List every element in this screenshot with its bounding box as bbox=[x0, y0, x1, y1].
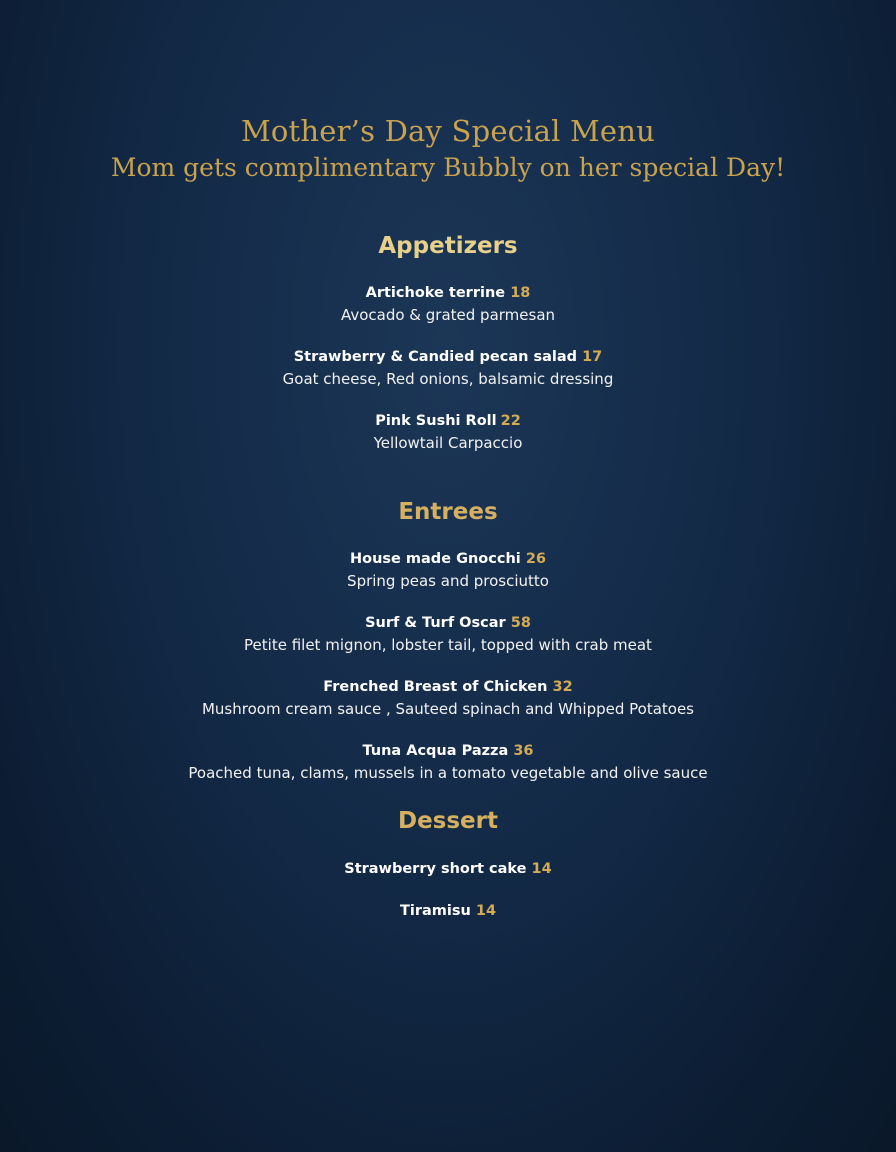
item-price: 22 bbox=[500, 413, 521, 429]
section-heading-entrees: Entrees bbox=[398, 499, 498, 525]
item-title: Artichoke terrine bbox=[365, 285, 506, 301]
menu-title: Mother’s Day Special Menu bbox=[240, 114, 656, 148]
menu-item-name bbox=[0, 551, 896, 567]
item-price: 58 bbox=[510, 615, 531, 631]
item-title: Strawberry short cake bbox=[344, 861, 527, 877]
item-title: Frenched Breast of Chicken bbox=[323, 679, 548, 695]
item-price: 18 bbox=[510, 285, 531, 301]
menu-subtitle: Mom gets complimentary Bubbly on her special Day! bbox=[110, 153, 786, 182]
item-title: House made Gnocchi bbox=[349, 551, 521, 567]
menu-item-description: Avocado & grated parmesan bbox=[340, 306, 556, 324]
menu-item-name bbox=[0, 413, 896, 429]
item-price: 14 bbox=[531, 861, 552, 877]
menu-item-name bbox=[0, 743, 896, 759]
menu-item-description: Goat cheese, Red onions, balsamic dressing bbox=[282, 370, 614, 388]
section-heading-dessert: Dessert bbox=[397, 808, 498, 834]
section-heading-appetizers: Appetizers bbox=[378, 233, 518, 259]
menu-item-description: Yellowtail Carpaccio bbox=[373, 434, 523, 452]
menu-item-description: Spring peas and prosciutto bbox=[347, 572, 549, 590]
item-title: Tiramisu bbox=[399, 903, 471, 919]
menu-item-description: Petite filet mignon, lobster tail, topped with crab meat bbox=[244, 636, 652, 654]
item-price: 26 bbox=[525, 551, 546, 567]
item-title: Strawberry & Candied pecan salad bbox=[293, 349, 583, 365]
menu-item-name bbox=[0, 903, 896, 919]
menu-item-description: Poached tuna, clams, mussels in a tomato vegetable and olive sauce bbox=[188, 764, 708, 782]
item-price: 36 bbox=[513, 743, 534, 759]
item-title: Pink Sushi Roll bbox=[375, 413, 497, 429]
item-title: Tuna Acqua Pazza bbox=[362, 743, 509, 759]
menu-item-name bbox=[0, 349, 896, 365]
menu-item-name bbox=[0, 285, 896, 301]
menu-item-name bbox=[0, 679, 896, 695]
menu-item-name bbox=[0, 615, 896, 631]
item-price: 14 bbox=[475, 903, 497, 919]
item-title: Surf & Turf Oscar bbox=[365, 615, 506, 631]
item-price: 17 bbox=[582, 349, 603, 365]
item-price: 32 bbox=[552, 679, 573, 695]
menu-item-description: Mushroom cream sauce , Sauteed spinach and Whipped Potatoes bbox=[201, 700, 694, 718]
menu-item-name bbox=[0, 861, 896, 877]
